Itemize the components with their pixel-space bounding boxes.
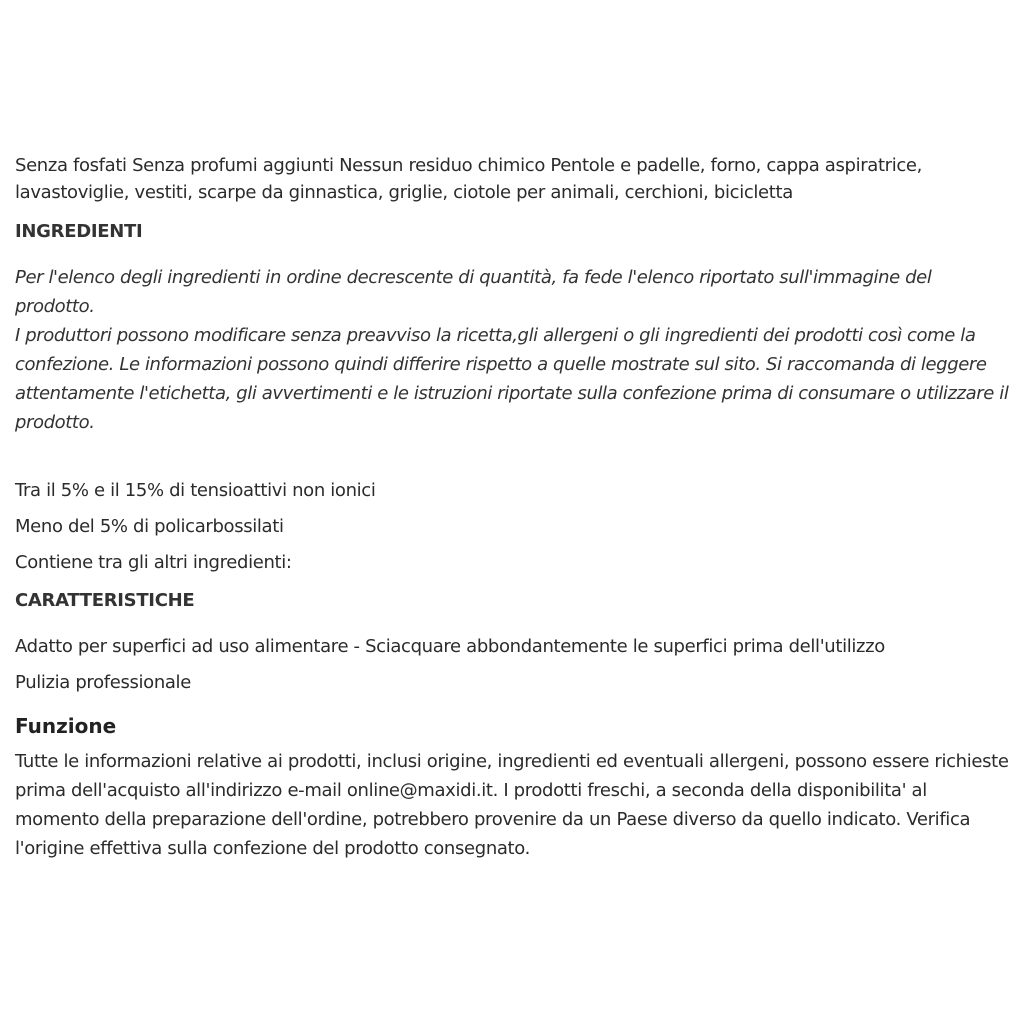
ingredients-disclaimer-order: Per l'elenco degli ingredienti in ordine decrescente di quantità, fa fede l'elenco riportato sull'immagine del prodotto.: [15, 267, 932, 317]
function-text: Tutte le informazioni relative ai prodotti, inclusi origine, ingredienti ed eventuali allergeni, possono essere richieste prima dell'acquisto all'indirizzo e-mail online@maxidi.it. I prodotti freschi, a seconda della disponibilita' al momento della preparazione dell'ordine, potrebbero provenire da un Paese diverso da quello indicato. Verifica l'origine effettiva sulla confezione del prodotto consegnato.: [15, 751, 1009, 859]
function-heading: Funzione: [15, 714, 117, 738]
characteristic-line-professional: Pulizia professionale: [15, 672, 191, 693]
characteristic-line-food-safe: Adatto per superfici ad uso alimentare - Sciacquare abbondantemente le superfici prima dell'utilizzo: [15, 636, 885, 657]
ingredient-line-others: Contiene tra gli altri ingredienti:: [15, 552, 292, 573]
ingredients-heading: INGREDIENTI: [15, 221, 143, 242]
product-details: [15, 152, 1015, 863]
ingredient-line-tensioactive: Tra il 5% e il 15% di tensioattivi non ionici: [15, 480, 376, 501]
ingredient-line-polycarboxylates: Meno del 5% di policarbossilati: [15, 516, 284, 537]
characteristics-heading: CARATTERISTICHE: [15, 590, 195, 611]
ingredients-disclaimer-changes: I produttori possono modificare senza preavviso la ricetta,gli allergeni o gli ingredienti dei prodotti così come la confezione. Le informazioni possono quindi differire rispetto a quelle mostrate sul sito. Si raccomanda di leggere attentamente l'etichetta, gli avvertimenti e le istruzioni riportate sulla confezione prima di consumare o utilizzare il prodotto.: [15, 325, 1009, 433]
product-description: Senza fosfati Senza profumi aggiunti Nessun residuo chimico Pentole e padelle, forno, cappa aspiratrice, lavastoviglie, vestiti, scarpe da ginnastica, griglie, ciotole per animali, cerchioni, bicicletta: [15, 155, 923, 203]
